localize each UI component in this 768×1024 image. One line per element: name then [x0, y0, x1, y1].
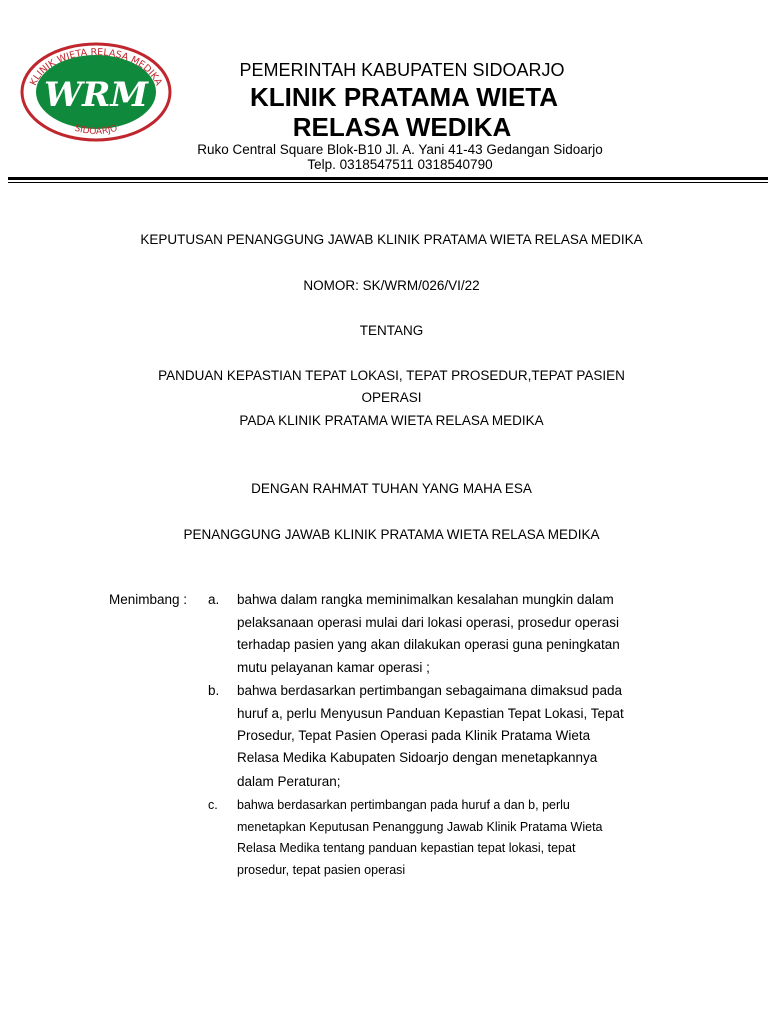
item-b-line: bahwa berdasarkan pertimbangan sebagaimana dimaksud pada	[237, 683, 623, 698]
decree-number: NOMOR: SK/WRM/026/VI/22	[303, 278, 480, 293]
clinic-phone: Telp. 0318547511 0318540790	[307, 157, 493, 172]
item-c-line: menetapkan Keputusan Penanggung Jawab Klinik Pratama Wieta	[237, 820, 603, 834]
item-b-letter: b.	[208, 683, 220, 698]
item-a-line: mutu pelayanan kamar operasi ;	[237, 660, 430, 675]
item-c-letter: c.	[208, 798, 218, 812]
item-a-line: terhadap pasien yang akan dilakukan operasi guna peningkatan	[237, 637, 620, 652]
item-a-line: pelaksanaan operasi mulai dari lokasi operasi, prosedur operasi	[237, 615, 619, 630]
item-c-line: bahwa berdasarkan pertimbangan pada huruf a dan b, perlu	[237, 798, 570, 812]
clinic-name-line1: KLINIK PRATAMA WIETA	[249, 82, 559, 112]
decree-title: KEPUTUSAN PENANGGUNG JAWAB KLINIK PRATAMA WIETA RELASA MEDIKA	[140, 232, 643, 247]
item-a-line: bahwa dalam rangka meminimalkan kesalahan mungkin dalam	[237, 592, 614, 607]
decree-about: TENTANG	[359, 323, 424, 338]
government-heading: PEMERINTAH KABUPATEN SIDOARJO	[239, 60, 565, 80]
item-c-line: Relasa Medika tentang panduan kepastian tepat lokasi, tepat	[237, 841, 576, 855]
logo-ring-text-top: KLINIK WIETA RELASA MEDIKA	[28, 46, 164, 88]
letterhead-rule-thin	[8, 182, 768, 183]
item-b-line: huruf a, perlu Menyusun Panduan Kepastian Tepat Lokasi, Tepat	[237, 706, 624, 721]
item-b-line: dalam Peraturan;	[237, 774, 341, 789]
clinic-address: Ruko Central Square Blok-B10 Jl. A. Yani 41-43 Gedangan Sidoarjo	[197, 142, 603, 157]
item-a-letter: a.	[208, 592, 220, 607]
decree-subject-line3: PADA KLINIK PRATAMA WIETA RELASA MEDIKA	[239, 413, 544, 428]
logo-monogram: WRM	[43, 75, 149, 115]
item-b-line: Relasa Medika Kabupaten Sidoarjo dengan menetapkannya	[237, 750, 598, 765]
decree-authority: PENANGGUNG JAWAB KLINIK PRATAMA WIETA RELASA MEDIKA	[183, 527, 600, 542]
clinic-name-line2: RELASA WEDIKA	[292, 112, 512, 142]
logo-ring-text-bottom: SIDOARJO	[73, 123, 119, 138]
decree-subject-line1: PANDUAN KEPASTIAN TEPAT LOKASI, TEPAT PROSEDUR,TEPAT PASIEN	[158, 368, 625, 383]
considering-label: Menimbang :	[109, 592, 188, 607]
item-b-line: Prosedur, Tepat Pasien Operasi pada Klinik Pratama Wieta	[237, 728, 591, 743]
letterhead-rule-thick	[8, 177, 768, 180]
item-c-line: prosedur, tepat pasien operasi	[237, 863, 406, 877]
decree-subject-line2: OPERASI	[361, 390, 422, 405]
decree-blessing: DENGAN RAHMAT TUHAN YANG MAHA ESA	[251, 481, 532, 496]
